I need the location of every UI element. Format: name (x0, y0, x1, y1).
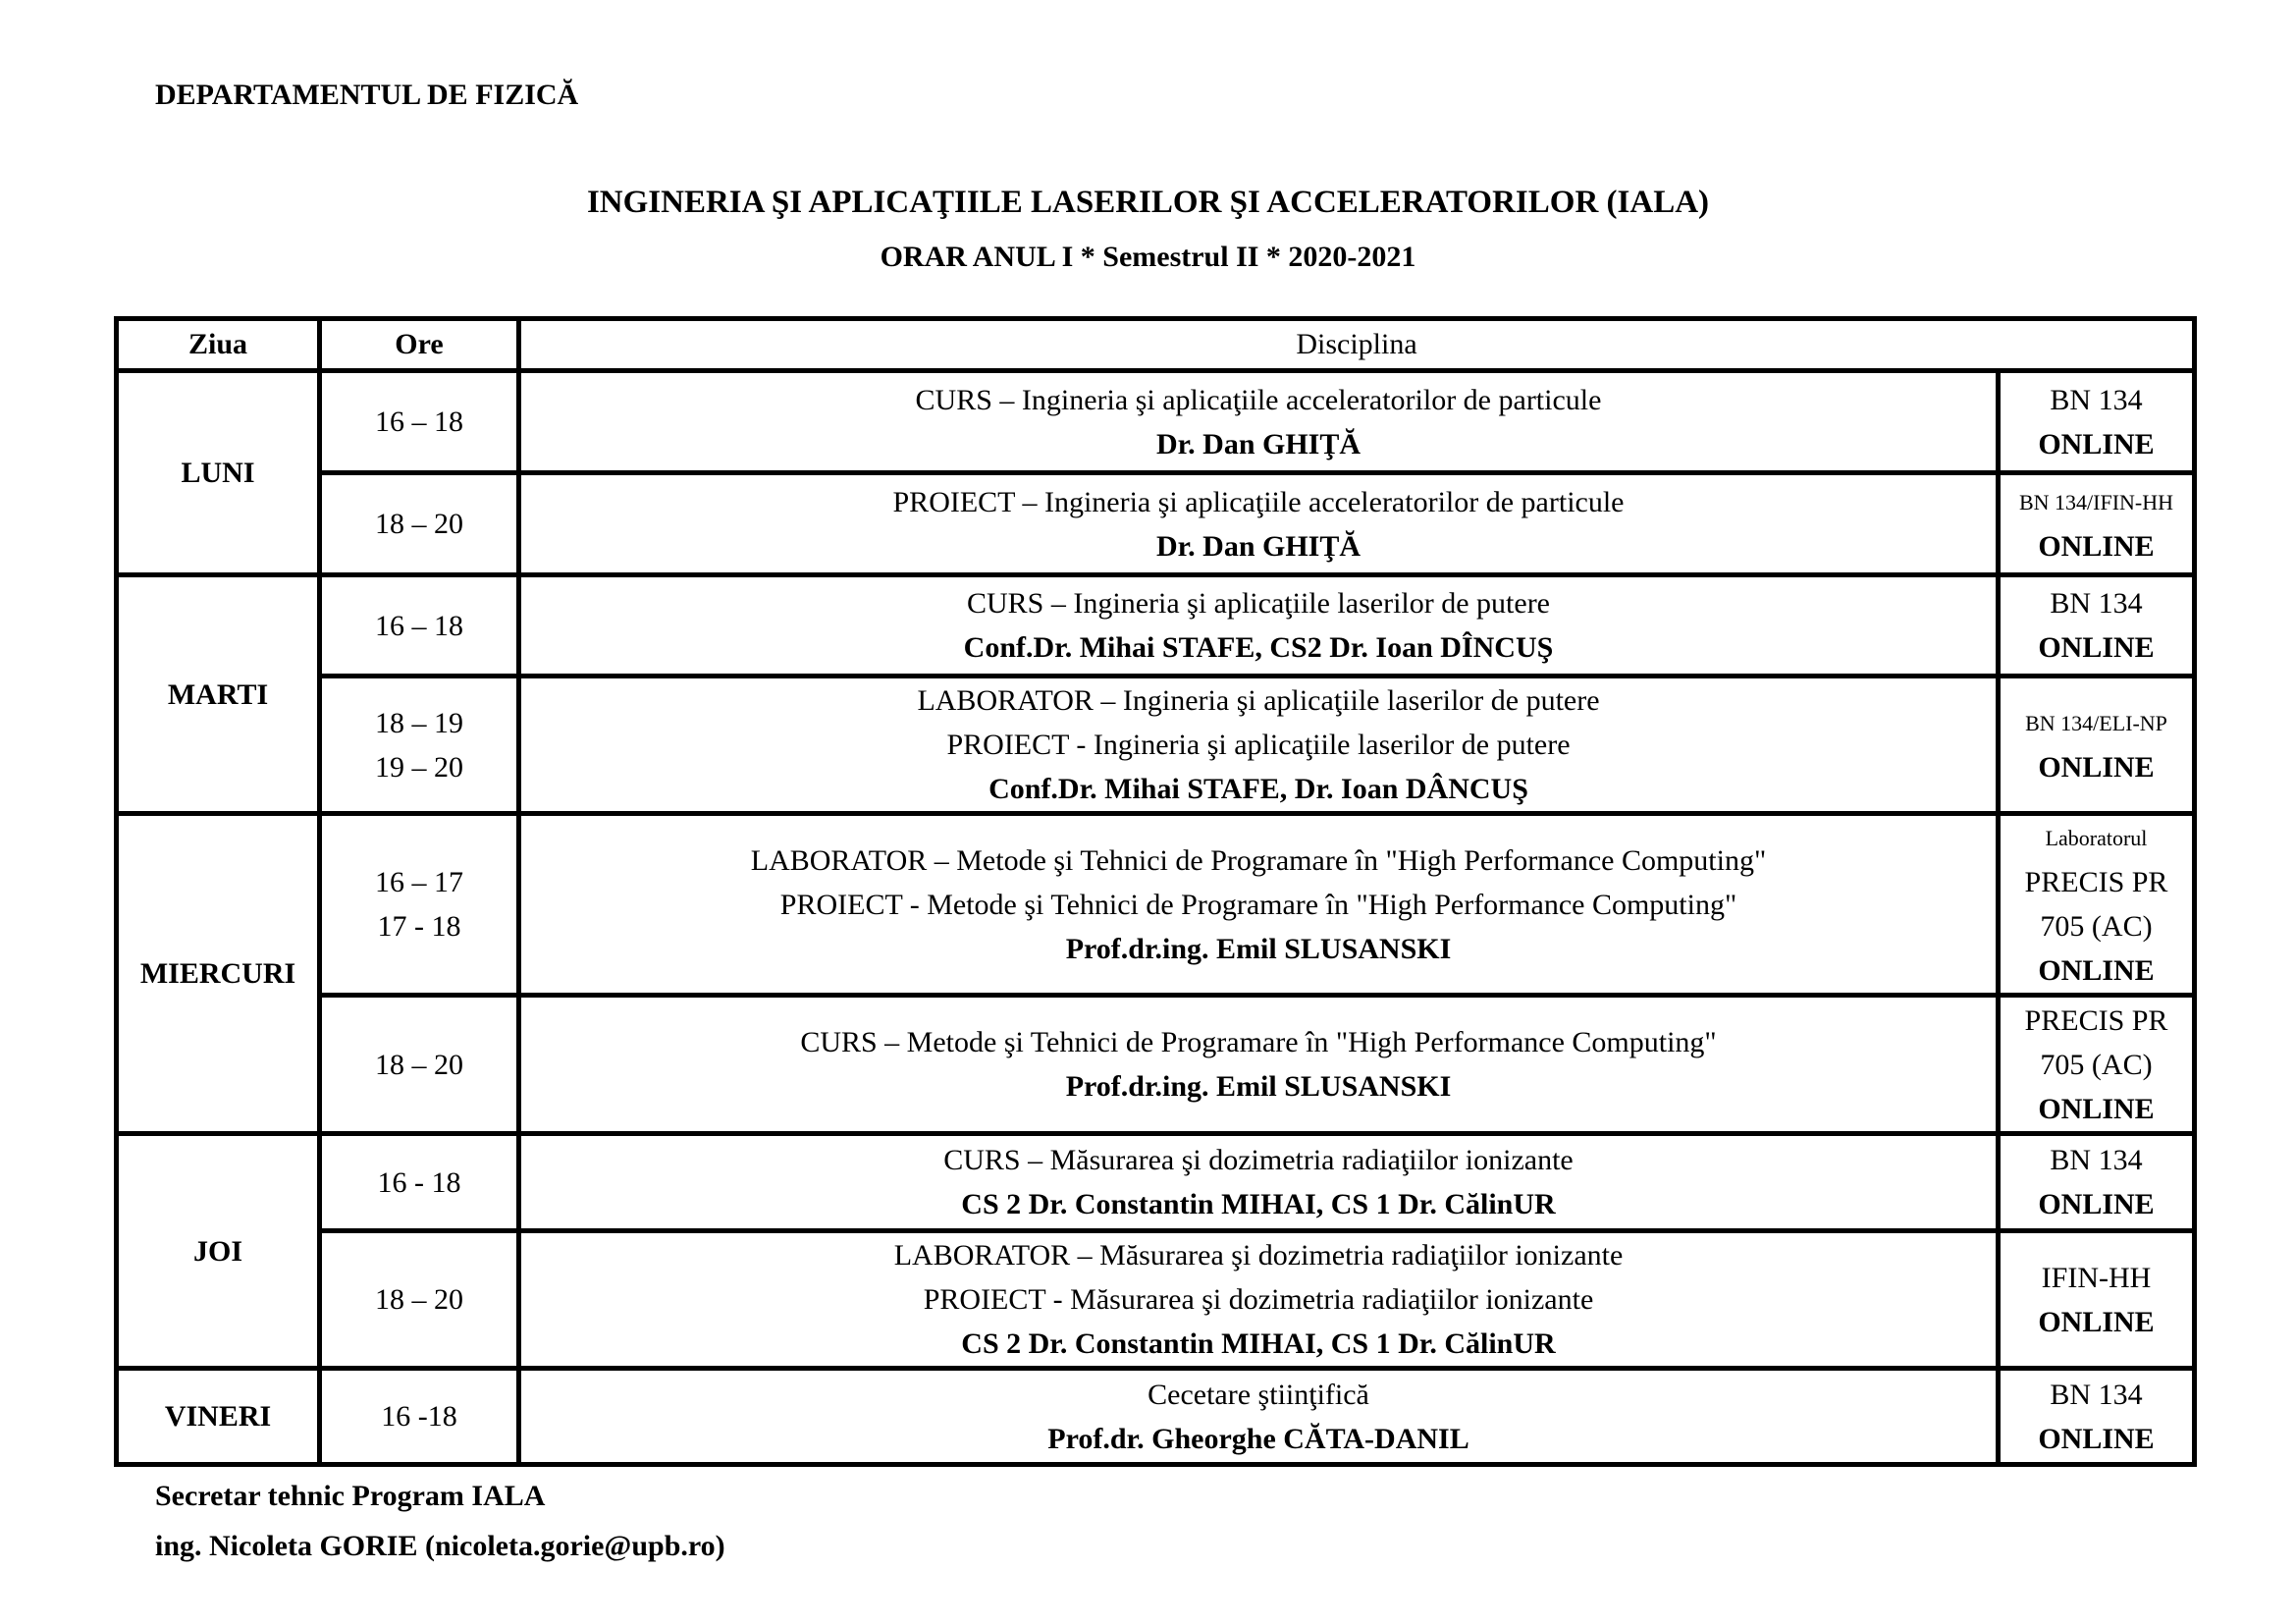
room-text: 705 (AC) (2040, 1048, 2153, 1081)
mode-text: ONLINE (2038, 750, 2155, 784)
room-text: PRECIS PR (2024, 866, 2168, 898)
discipline-cell (519, 677, 1999, 814)
hours-text: 16 -18 (381, 1400, 457, 1433)
discipline-cell (519, 814, 1999, 996)
room-text: PRECIS PR (2024, 1003, 2168, 1037)
mode-text: ONLINE (2038, 427, 2155, 460)
hours-cell (320, 1134, 519, 1231)
room-text: BN 134 (2050, 1144, 2143, 1176)
discipline-cell (519, 575, 1999, 677)
footer (155, 1471, 725, 1571)
hours-text: 16 – 17 (375, 866, 463, 898)
mode-text: ONLINE (2038, 1092, 2155, 1125)
mode-text: ONLINE (2038, 631, 2155, 664)
room-text: BN 134 (2050, 383, 2143, 416)
table-row (117, 1231, 2195, 1369)
table-row (117, 1134, 2195, 1231)
hours-text: 16 – 18 (375, 406, 463, 438)
table-row (117, 1369, 2195, 1465)
hours-text: 17 - 18 (377, 910, 461, 943)
table-row (117, 575, 2195, 677)
hours-text: 18 – 20 (375, 1048, 463, 1081)
hours-cell (320, 1369, 519, 1465)
teacher-name: Prof.dr.ing. Emil SLUSANSKI (1065, 1070, 1452, 1103)
schedule-body (117, 371, 2195, 1465)
day-cell: JOI (117, 1134, 320, 1369)
mode-text: ONLINE (2038, 529, 2155, 563)
hours-cell (320, 814, 519, 996)
discipline-cell (519, 371, 1999, 473)
room-cell (1999, 677, 2195, 814)
header-day: Ziua (117, 319, 320, 371)
hours-text: 16 - 18 (377, 1165, 461, 1199)
mode-text: ONLINE (2038, 1188, 2155, 1220)
document-title: INGINERIA ŞI APLICAŢIILE LASERILOR ŞI ACCELERATORILOR (IALA) (586, 185, 1710, 220)
discipline-cell (519, 996, 1999, 1134)
room-text: IFIN-HH (2041, 1261, 2152, 1294)
table-row (117, 996, 2195, 1134)
document-subtitle: ORAR ANUL I * Semestrul II * 2020-2021 (880, 241, 1416, 273)
room-text: BN 134 (2050, 587, 2143, 620)
day-cell: VINERI (117, 1369, 320, 1465)
day-cell: MARTI (117, 575, 320, 814)
teacher-name: Conf.Dr. Mihai STAFE, Dr. Ioan DÂNCUŞ (988, 773, 1528, 805)
course-line: PROIECT – Ingineria şi aplicaţiile acceleratorilor de particule (892, 485, 1625, 518)
footer-secretary-title: Secretar tehnic Program IALA (155, 1480, 546, 1512)
table-row (117, 371, 2195, 473)
course-line: CURS – Metode şi Tehnici de Programare în "High Performance Computing" (800, 1026, 1717, 1058)
hours-cell (320, 1231, 519, 1369)
department-heading: DEPARTAMENTUL DE FIZICĂ (155, 79, 579, 111)
hours-text: 19 – 20 (375, 750, 463, 784)
room-text: 705 (AC) (2040, 910, 2153, 943)
hours-text: 18 – 19 (375, 706, 463, 739)
course-line: CURS – Ingineria şi aplicaţiile acceleratorilor de particule (915, 383, 1602, 416)
room-cell (1999, 996, 2195, 1134)
room-text: BN 134/ELI-NP (2025, 710, 2167, 735)
hours-cell (320, 575, 519, 677)
course-line: LABORATOR – Ingineria şi aplicaţiile laserilor de putere (917, 684, 1600, 717)
table-header-row (117, 319, 2195, 371)
discipline-cell (519, 1134, 1999, 1231)
mode-text: ONLINE (2038, 1305, 2155, 1338)
day-cell: LUNI (117, 371, 320, 575)
room-cell (1999, 473, 2195, 575)
room-cell (1999, 1134, 2195, 1231)
room-cell (1999, 575, 2195, 677)
course-line: LABORATOR – Măsurarea şi dozimetria radiaţiilor ionizante (893, 1239, 1624, 1272)
teacher-name: Prof.dr. Gheorghe CĂTA-DANIL (1047, 1422, 1469, 1455)
teacher-name: CS 2 Dr. Constantin MIHAI, CS 1 Dr. CălinUR (961, 1327, 1556, 1360)
course-line: CURS – Ingineria şi aplicaţiile laserilor de putere (967, 587, 1550, 620)
table-row (117, 473, 2195, 575)
table-row (117, 677, 2195, 814)
day-cell: MIERCURI (117, 814, 320, 1134)
hours-cell (320, 371, 519, 473)
room-cell (1999, 814, 2195, 996)
room-cell (1999, 1369, 2195, 1465)
course-line: LABORATOR – Metode şi Tehnici de Programare în "High Performance Computing" (750, 843, 1767, 877)
discipline-cell (519, 1369, 1999, 1465)
table-row (117, 814, 2195, 996)
teacher-name: Dr. Dan GHIŢĂ (1155, 529, 1362, 563)
course-line: Cecetare ştiinţifică (1148, 1378, 1369, 1411)
discipline-cell (519, 1231, 1999, 1369)
room-text: BN 134/IFIN-HH (2018, 489, 2174, 514)
hours-text: 16 – 18 (375, 609, 463, 642)
footer-secretary-contact: ing. Nicoleta GORIE (nicoleta.gorie@upb.ro) (155, 1530, 725, 1562)
teacher-name: Conf.Dr. Mihai STAFE, CS2 Dr. Ioan DÎNCUŞ (963, 631, 1554, 664)
hours-cell (320, 677, 519, 814)
course-line: CURS – Măsurarea şi dozimetria radiaţiilor ionizante (943, 1144, 1574, 1176)
course-line: PROIECT - Metode şi Tehnici de Programare în "High Performance Computing" (779, 888, 1737, 921)
mode-text: ONLINE (2038, 954, 2155, 987)
hours-text: 18 – 20 (375, 508, 463, 540)
hours-cell (320, 996, 519, 1134)
room-text: Laboratorul (2045, 826, 2148, 850)
schedule-table (114, 316, 2197, 1467)
room-cell (1999, 1231, 2195, 1369)
discipline-cell (519, 473, 1999, 575)
header-discipline: Disciplina (519, 319, 2195, 371)
teacher-name: CS 2 Dr. Constantin MIHAI, CS 1 Dr. CălinUR (961, 1188, 1556, 1220)
course-line: PROIECT - Măsurarea şi dozimetria radiaţiilor ionizante (923, 1283, 1594, 1316)
mode-text: ONLINE (2038, 1422, 2155, 1455)
hours-text: 18 – 20 (375, 1283, 463, 1316)
teacher-name: Dr. Dan GHIŢĂ (1155, 427, 1362, 460)
course-line: PROIECT - Ingineria şi aplicaţiile laserilor de putere (946, 729, 1571, 761)
header-hours: Ore (320, 319, 519, 371)
hours-cell (320, 473, 519, 575)
room-text: BN 134 (2050, 1378, 2143, 1411)
room-cell (1999, 371, 2195, 473)
teacher-name: Prof.dr.ing. Emil SLUSANSKI (1065, 932, 1452, 965)
